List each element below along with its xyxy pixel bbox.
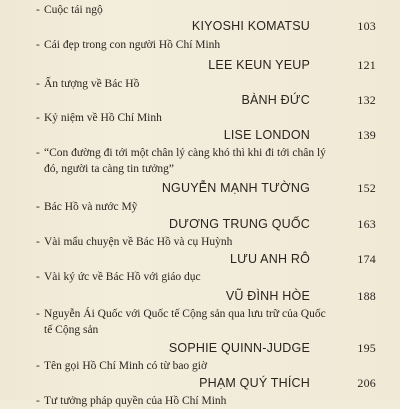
toc-author-name: BÀNH ĐỨC xyxy=(241,93,310,107)
toc-title-text: Cuộc tái ngộ xyxy=(44,4,103,16)
toc-page-number: 152 xyxy=(357,181,376,195)
bullet-dash: - xyxy=(36,147,40,159)
toc-title-text: Vài ký ức về Bác Hồ với giáo dục xyxy=(44,271,201,283)
toc-author-name: PHẠM QUÝ THÍCH xyxy=(199,376,310,390)
toc-author-name: KIYOSHI KOMATSU xyxy=(191,19,310,33)
toc-author-name: DƯƠNG TRUNG QUỐC xyxy=(168,217,310,231)
toc-entry-title xyxy=(36,76,364,92)
toc-entry-title xyxy=(36,393,364,409)
toc-author-name: LEE KEUN YEUP xyxy=(208,58,310,72)
toc-title-text: Ấn tượng về Bác Hồ xyxy=(44,78,140,90)
toc-entry-title xyxy=(36,358,364,374)
bullet-dash: - xyxy=(36,201,40,213)
toc-title-text: Kỷ niệm về Hồ Chí Minh xyxy=(44,112,162,124)
toc-entry-title xyxy=(36,37,364,53)
toc-title-text: Tên gọi Hồ Chí Minh có từ bao giờ xyxy=(44,360,208,372)
toc-entry-title xyxy=(36,199,364,215)
toc-page-number: 188 xyxy=(357,289,376,303)
toc-entry-title xyxy=(36,269,364,285)
bullet-dash: - xyxy=(36,236,40,248)
bullet-dash: - xyxy=(36,39,40,51)
bullet-dash: - xyxy=(36,360,40,372)
toc-title-text: Vài mẩu chuyện về Bác Hồ và cụ Huỳnh xyxy=(44,236,233,248)
toc-entry-title xyxy=(36,306,334,338)
toc-author-name: LISE LONDON xyxy=(223,128,310,142)
toc-entry-title xyxy=(36,145,334,177)
toc-author-name: NGUYỄN MẠNH TƯỜNG xyxy=(161,181,310,195)
bullet-dash: - xyxy=(36,78,40,90)
toc-page-number: 121 xyxy=(357,58,376,72)
toc-title-text: Bác Hồ và nước Mỹ xyxy=(44,201,138,213)
toc-entry-title xyxy=(36,234,364,250)
toc-title-text: Nguyễn Ái Quốc với Quốc tế Cộng sản qua lưu trữ của Quốc tế Cộng sản xyxy=(44,308,326,336)
bullet-dash: - xyxy=(36,271,40,283)
toc-author-name: SOPHIE QUINN-JUDGE xyxy=(168,341,310,355)
toc-author-name: VŨ ĐÌNH HÒE xyxy=(225,289,310,303)
bullet-dash: - xyxy=(36,308,40,320)
toc-author-name: LƯU ANH RÔ xyxy=(229,252,310,266)
toc-page-number: 206 xyxy=(357,376,376,390)
toc-page-number: 195 xyxy=(357,341,376,355)
bullet-dash: - xyxy=(36,4,40,16)
toc-title-text: Tư tưởng pháp quyền của Hồ Chí Minh xyxy=(44,395,227,407)
toc-page-number: 132 xyxy=(357,93,376,107)
toc-page-number: 174 xyxy=(357,252,376,266)
toc-page-number: 139 xyxy=(357,128,376,142)
toc-page-number: 163 xyxy=(357,217,376,231)
toc-entry-title xyxy=(36,110,364,126)
toc-title-text: “Con đường đi tới một chân lý càng khó thì khi đi tới chân lý đó, người ta càng tin tưởng” xyxy=(44,147,326,175)
toc-title-text: Cái đẹp trong con người Hồ Chí Minh xyxy=(44,39,221,51)
bullet-dash: - xyxy=(36,395,40,407)
toc-page-number: 103 xyxy=(357,19,376,33)
bullet-dash: - xyxy=(36,112,40,124)
toc-entry-title xyxy=(36,2,364,18)
